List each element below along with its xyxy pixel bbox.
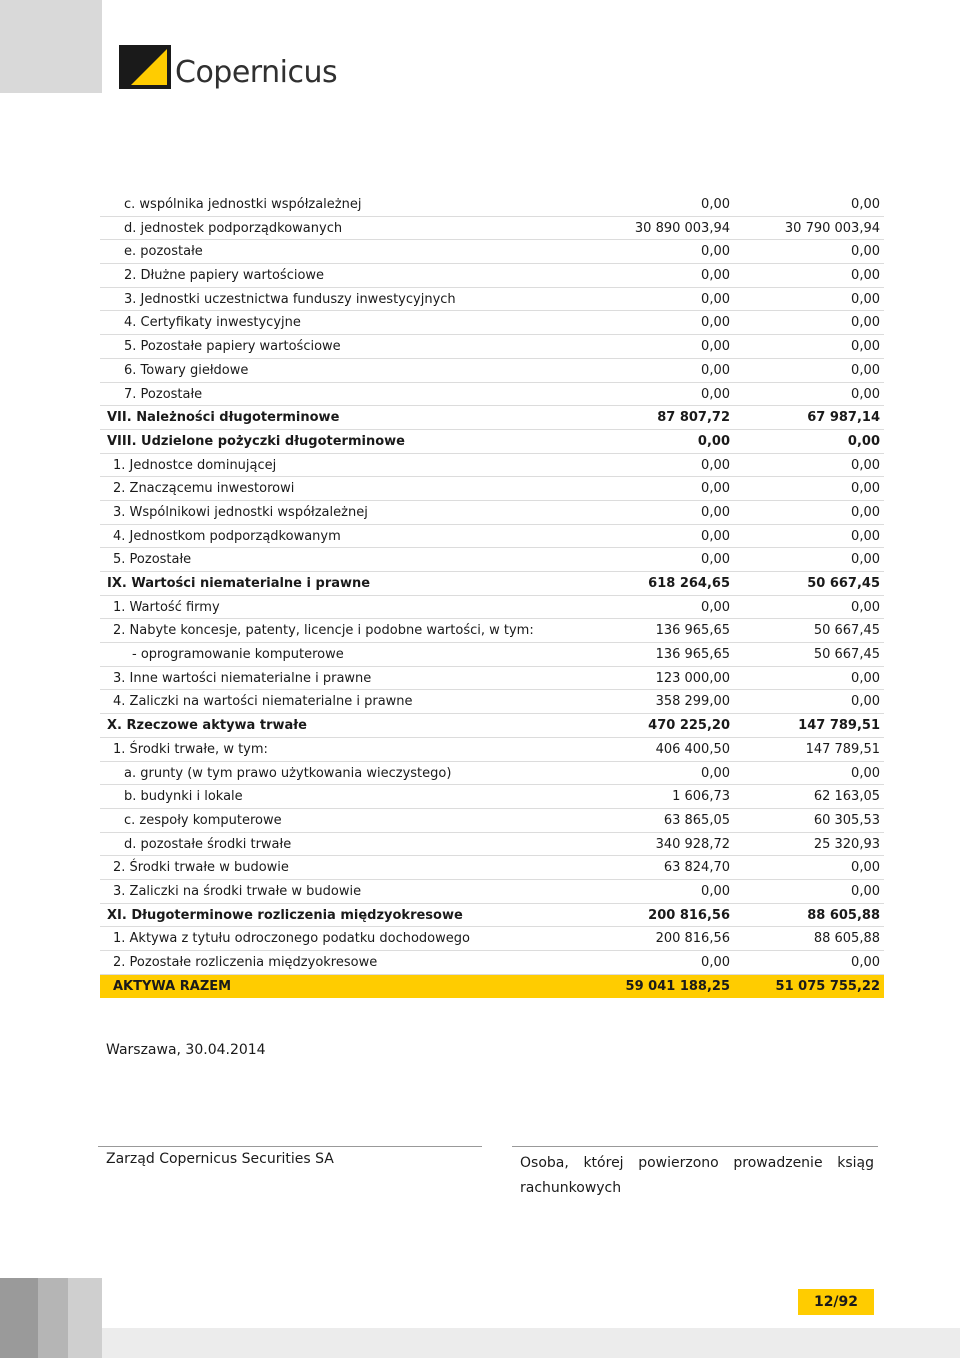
row-value-previous: 0,00	[851, 457, 880, 473]
table-row	[100, 501, 884, 525]
row-value-current: 0,00	[701, 197, 730, 212]
row-value-current: 63 865,05	[663, 812, 730, 828]
table-row	[100, 217, 884, 241]
row-label: 4. Certyfikaty inwestycyjne	[124, 315, 301, 331]
row-value-current: 30 890 003,94	[634, 220, 730, 236]
page-number: 12/92	[798, 1289, 874, 1315]
row-value-previous: 60 305,53	[813, 812, 880, 828]
row-label: 6. Towary giełdowe	[124, 362, 249, 378]
table-row	[100, 383, 884, 407]
table-row	[100, 856, 884, 880]
row-value-previous: 0,00	[851, 291, 880, 307]
table-row	[100, 690, 884, 714]
table-row	[100, 596, 884, 620]
row-value-current: 0,00	[701, 765, 730, 781]
signature-word: Osoba,	[520, 1155, 569, 1171]
row-value-previous: 0,00	[851, 268, 880, 284]
row-value-current: 0,00	[701, 244, 730, 260]
row-value-current: 0,00	[701, 362, 730, 378]
table-row	[100, 572, 884, 596]
table-row	[100, 643, 884, 667]
row-label: 4. Zaliczki na wartości niematerialne i prawne	[113, 694, 413, 710]
table-row	[100, 904, 884, 928]
row-label: 1. Aktywa z tytułu odroczonego podatku dochodowego	[113, 931, 470, 947]
signature-line-right	[512, 1146, 878, 1147]
table-row	[100, 193, 884, 217]
row-label: XI. Długoterminowe rozliczenia międzyokresowe	[107, 907, 463, 923]
signature-word: ksiąg	[837, 1155, 874, 1171]
header-gray-block	[0, 0, 102, 93]
table-row	[100, 951, 884, 975]
row-value-previous: 0,00	[851, 197, 880, 212]
row-value-previous: 67 987,14	[807, 410, 880, 426]
row-value-current: 87 807,72	[657, 410, 730, 426]
row-label: d. pozostałe środki trwałe	[124, 836, 292, 852]
row-value-previous: 0,00	[851, 552, 880, 568]
row-value-previous: 0,00	[851, 670, 880, 686]
row-label: IX. Wartości niematerialne i prawne	[107, 576, 371, 591]
table-row	[100, 548, 884, 572]
logo-mark-icon	[119, 45, 171, 89]
table-row	[100, 359, 884, 383]
row-value-previous: 0,00	[851, 481, 880, 497]
table-row	[100, 477, 884, 501]
table-row	[100, 454, 884, 478]
logo-text: Copernicus	[175, 55, 338, 90]
table-row	[100, 785, 884, 809]
footer-bar	[38, 1278, 68, 1358]
total-row	[100, 975, 884, 999]
row-value-previous: 147 789,51	[805, 741, 880, 757]
row-label: 1. Wartość firmy	[113, 599, 220, 615]
row-label: VIII. Udzielone pożyczki długoterminowe	[107, 433, 405, 449]
row-label: 3. Zaliczki na środki trwałe w budowie	[113, 883, 362, 899]
table-row	[100, 406, 884, 430]
table-row	[100, 311, 884, 335]
signature-board: Zarząd Copernicus Securities SA	[106, 1151, 334, 1167]
row-label: 5. Pozostałe	[113, 552, 192, 568]
table-row	[100, 738, 884, 762]
table-row	[100, 430, 884, 454]
row-value-current: 0,00	[701, 481, 730, 497]
row-label: 3. Wspólnikowi jednostki współzależnej	[113, 504, 368, 520]
row-label: 3. Inne wartości niematerialne i prawne	[113, 670, 372, 686]
row-value-previous: 0,00	[851, 694, 880, 710]
row-value-current: 0,00	[701, 457, 730, 473]
row-label: VII. Należności długoterminowe	[107, 410, 340, 426]
row-value-current: 470 225,20	[648, 718, 730, 734]
row-label: 7. Pozostałe	[124, 386, 203, 402]
row-value-current: 0,00	[701, 504, 730, 520]
row-value-previous: 62 163,05	[813, 789, 880, 805]
row-label: d. jednostek podporządkowanych	[124, 220, 343, 236]
table-row	[100, 619, 884, 643]
row-value-previous: 0,00	[851, 599, 880, 615]
row-label: 2. Środki trwałe w budowie	[113, 860, 289, 876]
row-label: - oprogramowanie komputerowe	[132, 647, 344, 663]
row-label: 2. Dłużne papiery wartościowe	[124, 268, 325, 284]
signature-accountant-line1	[520, 1151, 874, 1176]
row-label: 2. Pozostałe rozliczenia międzyokresowe	[113, 955, 378, 970]
row-label: 1. Środki trwałe, w tym:	[113, 741, 268, 757]
row-value-previous: 25 320,93	[813, 836, 880, 852]
table-row	[100, 880, 884, 904]
row-value-current: 63 824,70	[663, 860, 730, 876]
total-value-current: 59 041 188,25	[625, 978, 730, 994]
row-value-current: 358 299,00	[655, 694, 730, 710]
row-value-previous: 50 667,45	[813, 647, 880, 663]
table-row	[100, 264, 884, 288]
row-value-current: 0,00	[701, 268, 730, 284]
row-value-previous: 88 605,88	[813, 931, 880, 947]
row-value-previous: 0,00	[851, 528, 880, 544]
table-row	[100, 762, 884, 786]
footer-strip	[102, 1328, 960, 1358]
balance-sheet-table	[100, 193, 884, 998]
table-row	[100, 667, 884, 691]
place-date: Warszawa, 30.04.2014	[106, 1042, 266, 1058]
row-label: c. wspólnika jednostki współzależnej	[124, 197, 362, 212]
row-value-previous: 0,00	[851, 955, 880, 970]
row-label: 1. Jednostce dominującej	[113, 457, 277, 473]
signature-word: powierzono	[638, 1155, 719, 1171]
row-value-current: 0,00	[701, 552, 730, 568]
row-value-previous: 147 789,51	[798, 718, 880, 734]
row-label: 2. Znaczącemu inwestorowi	[113, 481, 295, 497]
row-value-previous: 50 667,45	[807, 576, 880, 591]
row-label: b. budynki i lokale	[124, 789, 243, 805]
table-row	[100, 335, 884, 359]
table-row	[100, 525, 884, 549]
row-value-current: 0,00	[701, 955, 730, 970]
row-value-previous: 0,00	[851, 504, 880, 520]
footer-bar	[68, 1278, 102, 1358]
row-value-current: 0,00	[701, 386, 730, 402]
row-value-current: 0,00	[697, 433, 730, 449]
row-value-current: 618 264,65	[648, 576, 730, 591]
row-value-previous: 0,00	[851, 386, 880, 402]
row-value-current: 123 000,00	[655, 670, 730, 686]
row-value-current: 406 400,50	[655, 741, 730, 757]
row-value-current: 200 816,56	[655, 931, 730, 947]
row-value-current: 1 606,73	[672, 789, 730, 805]
row-value-previous: 0,00	[851, 244, 880, 260]
copernicus-logo	[119, 45, 339, 95]
row-value-previous: 0,00	[851, 339, 880, 355]
row-value-current: 136 965,65	[655, 623, 730, 639]
total-value-previous: 51 075 755,22	[775, 978, 880, 994]
signature-word: prowadzenie	[733, 1155, 823, 1171]
row-value-previous: 30 790 003,94	[784, 220, 880, 236]
row-value-current: 340 928,72	[655, 836, 730, 852]
row-value-current: 0,00	[701, 339, 730, 355]
signature-accountant	[520, 1151, 874, 1201]
row-value-current: 136 965,65	[655, 647, 730, 663]
row-label: 5. Pozostałe papiery wartościowe	[124, 339, 341, 355]
row-label: e. pozostałe	[124, 244, 203, 260]
row-value-previous: 0,00	[851, 765, 880, 781]
signature-accountant-line2: rachunkowych	[520, 1180, 622, 1196]
row-value-current: 0,00	[701, 315, 730, 331]
row-value-current: 0,00	[701, 599, 730, 615]
row-value-previous: 0,00	[851, 860, 880, 876]
row-label: 4. Jednostkom podporządkowanym	[113, 528, 341, 544]
row-label: 2. Nabyte koncesje, patenty, licencje i podobne wartości, w tym:	[113, 623, 534, 639]
row-value-previous: 0,00	[851, 883, 880, 899]
row-value-current: 0,00	[701, 528, 730, 544]
row-label: 3. Jednostki uczestnictwa funduszy inwestycyjnych	[124, 291, 456, 307]
row-value-current: 0,00	[701, 291, 730, 307]
row-value-previous: 0,00	[847, 433, 880, 449]
footer-bar	[0, 1278, 38, 1358]
row-label: X. Rzeczowe aktywa trwałe	[107, 718, 307, 734]
row-label: c. zespoły komputerowe	[124, 812, 282, 828]
total-label: AKTYWA RAZEM	[113, 978, 232, 994]
row-value-previous: 88 605,88	[807, 907, 880, 923]
table-row	[100, 288, 884, 312]
signature-line-left	[98, 1146, 482, 1147]
table-row	[100, 927, 884, 951]
table-row	[100, 714, 884, 738]
signature-word: której	[583, 1155, 624, 1171]
table-row	[100, 833, 884, 857]
row-value-previous: 50 667,45	[813, 623, 880, 639]
row-value-current: 0,00	[701, 883, 730, 899]
row-value-previous: 0,00	[851, 315, 880, 331]
row-value-previous: 0,00	[851, 362, 880, 378]
row-label: a. grunty (w tym prawo użytkowania wieczystego)	[124, 765, 452, 781]
table-row	[100, 809, 884, 833]
table-row	[100, 240, 884, 264]
row-value-current: 200 816,56	[648, 907, 730, 923]
